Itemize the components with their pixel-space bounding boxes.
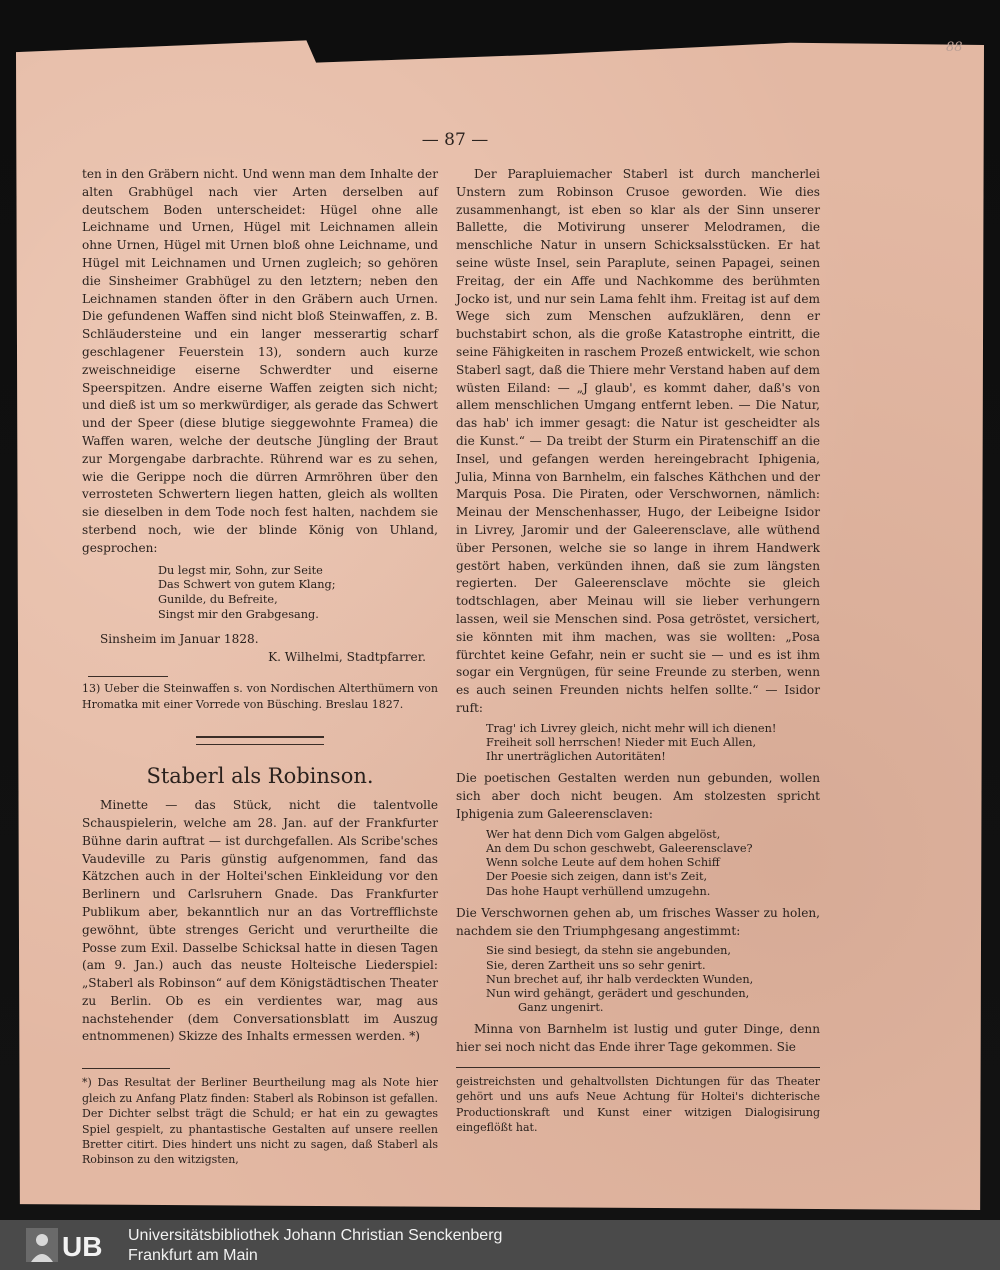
verse-line: Trag' ich Livrey gleich, nicht mehr will ich dienen!	[486, 721, 777, 735]
uhland-verse	[158, 564, 438, 623]
page-number: — 87 —	[421, 130, 489, 150]
author-signature: K. Wilhelmi, Stadtpfarrer.	[268, 649, 426, 664]
verse-line: Singst mir den Grabgesang.	[158, 607, 319, 621]
iphigenia-verse	[486, 828, 820, 899]
ub-logo[interactable]	[26, 1228, 116, 1262]
institution-name: Universitätsbibliothek Johann Christian Senckenberg	[128, 1227, 503, 1244]
footnote-rule	[456, 1067, 820, 1068]
isidor-verse	[486, 722, 820, 765]
verse-line: An dem Du schon geschwebt, Galeerensclave?	[486, 841, 753, 855]
footnote-star: *) Das Resultat der Berliner Beurtheilung mag als Note hier gleich zu Anfang Platz finden: Staberl als Robinson ist gefallen. Der Dichter selbst trägt die Schuld; er hat ein zu gewagtes Spiel gespielt, zu phantastische Gestalten auf unsere reellen Bretter citirt. Dies hindert uns nicht zu sagen, daß Staberl als Robinson zu den witzigsten,	[82, 1076, 438, 1167]
article-title: Staberl als Robinson.	[146, 764, 374, 789]
verse-line: Ihr unerträglichen Autoritäten!	[486, 750, 666, 764]
left-column	[82, 166, 438, 1168]
verse-line: Das Schwert von gutem Klang;	[158, 578, 336, 592]
verse-line: Du legst mir, Sohn, zur Seite	[158, 563, 323, 577]
verse-line: Der Poesie sich zeigen, dann ist's Zeit,	[486, 870, 708, 884]
verse-line: Das hohe Haupt verhüllend umzugehn.	[486, 884, 711, 898]
footnote-13: 13) Ueber die Steinwaffen s. von Nordischen Alterthümern von Hromatka mit einer Vorrede von Büsching. Breslau 1827.	[82, 682, 438, 711]
verse-line: Wer hat denn Dich vom Galgen abgelöst,	[486, 827, 721, 841]
institution-city: Frankfurt am Main	[128, 1247, 258, 1264]
intro-paragraph: ten in den Gräbern nicht. Und wenn man dem Inhalte der alten Grabhügel nach vier Arten derselben auf deutschem Boden unterscheidet: Hügel ohne alle Leichname und Urnen, Hügel mit Leichnamen allein ohne Urnen, Hügel mit Urnen bloß ohne Leichname, und Hügel mit Leichnamen und Urnen zugleich; so gehören die Sinsheimer Grabhügel zu den letztern; neben den Leichnamen standen öfter in den Gräbern auch Urnen. Die gefundenen Waffen sind nicht bloß Steinwaffen, z. B. Schläudersteine und ein langer messerartig scharf geschlagener Feuerstein 13), sondern auch kurze zweischneidige eiserne Schwerdter und eiserne Speerspitzen. Andre eiserne Waffen zeigten sich nicht; und dieß ist um so merkwürdiger, als gerade das Schwert und der Speer (diese blutige sieggewohnte Framea) die Waffen waren, welche der deutsche Jüngling der Braut zur Morgengabe darbrachte. Rührend war es zu sehen, wie die Gerippe noch die dürren Armröhren über den verrosteten Schwertern liegen hatten, gleich als wollten sie dieselben in dem Tode noch fest halten, nachdem sie sterbend noch, wie der blinde König von Uhland, gesprochen:	[82, 167, 438, 555]
place-date: Sinsheim im Januar 1828.	[100, 631, 259, 646]
verse-line: Ganz ungenirt.	[518, 1001, 604, 1015]
footnote-rule	[82, 1068, 170, 1069]
pencil-page-mark: 88	[946, 40, 963, 55]
verse-line: Nun wird gehängt, gerädert und geschunden,	[486, 986, 750, 1000]
footnote-continuation: geistreichsten und gehaltvollsten Dichtungen für das Theater gehört und uns aufs Neue Achtung für Holtei's dichterische Productionskraft und Kunst einer witzigen Dialogisirung eingeflößt hat.	[456, 1074, 820, 1135]
library-footer	[0, 1220, 1000, 1270]
verse-line: Wenn solche Leute auf dem hohen Schiff	[486, 856, 720, 870]
section-divider	[196, 736, 324, 745]
triumph-verse	[486, 944, 820, 1015]
verse-line: Nun brechet auf, ihr halb verdeckten Wunden,	[486, 972, 754, 986]
staberl-paragraph: Der Parapluiemacher Staberl ist durch mancherlei Unstern zum Robinson Crusoe geworden. Wie dies zusammenhangt, ist eben so klar als der Sinn unserer Ballette, die Motivirung unserer Melodramen, die menschliche Natur in unsern Schicksalsstücken. Er hat seine wüste Insel, sein Paraplute, seinen Papagei, seinen Freitag, der ein Affe und Nachkomme des berühmten Jocko ist, und nur sein Lama fehlt ihm. Freitag ist auf dem Wege sich zum Menschen aufzuklären, denn er buchstabirt schon, als die große Katastrophe eintritt, die seine Fähigkeiten in raschem Prozeß entwickelt, wie schon Staberl sagt, daß die Thiere mehr Verstand haben auf dem wüsten Eiland: — „J glaub', es kommt daher, daß's von allem menschlichen Umgang entfernt leben. — Die Natur, das hab' ich immer gesagt: die Natur ist gescheidter als die Kunst.“ — Da treibt der Sturm ein Piratenschiff an die Insel, und gefangen werden hereingebracht Iphigenia, Julia, Minna von Barnhelm, ein falsches Käthchen und der Marquis Posa. Die Piraten, oder Verschwornen, nämlich: Meinau der Menschenhasser, Hugo, der Leibeigne Isidor in Livrey, Jaromir und der Galeerensclave, alle wüthend über Personen, welche sie so lange in ihrem Handwerk gestört haben, verkünden ihnen, daß sie zum längsten regierten. Der Galeerensclave möchte sie gleich todtschlagen, aber Meinau will sie lieber verhungern lassen, weil sie Menschen sind. Posa getröstet, versichert, sie könnten mit ihm machen, was sie wollten: „Posa fürchtet keine Gefahr, nein er sucht sie — und es ist ihm sogar ein Vergnügen, für seine Freunde zu sterben, wenn es auch seinen Freunden nichts helfen sollte.“ — Isidor ruft:	[456, 167, 820, 715]
right-column	[456, 166, 820, 1136]
logo-text: UB	[62, 1231, 103, 1262]
verse-line: Sie sind besiegt, da stehn sie angebunden,	[486, 944, 732, 958]
verse-line: Sie, deren Zartheit uns so sehr genirt.	[486, 958, 706, 972]
iphigenia-paragraph: Die poetischen Gestalten werden nun gebunden, wollen sich aber doch nicht beugen. Am stolzesten spricht Iphigenia zum Galeerensclaven:	[456, 771, 820, 821]
footnote-rule	[88, 676, 168, 677]
verse-line: Freiheit soll herrschen! Nieder mit Euch Allen,	[486, 735, 757, 749]
article-paragraph: Minette — das Stück, nicht die talentvolle Schauspielerin, welche am 28. Jan. auf der Frankfurter Bühne darin auftrat — ist durchgefallen. Als Scribe'sches Vaudeville zu Paris günstig aufgenommen, fand das Kätzchen auch in der Holtei'schen Einkleidung vor den Berlinern und Carlsruhern Gnade. Das Frankfurter Publikum aber, bekanntlich nur an das Vortrefflichste gewöhnt, übte strenges Gericht und verurtheilte die Posse zum Exil. Dasselbe Schicksal hatte in diesen Tagen (am 9. Jan.) auch das neuste Holteische Liederspiel: „Staberl als Robinson“ auf dem Königstädtischen Theater zu Berlin. Ob es ein verdientes war, mag aus nachstehender (dem Conversationsblatt im Auszug entnommenen) Skizze des Inhalts ermessen werden. *)	[82, 798, 438, 1044]
conspirators-paragraph: Die Verschwornen gehen ab, um frisches Wasser zu holen, nachdem sie den Triumphgesang angestimmt:	[456, 905, 820, 938]
minna-paragraph: Minna von Barnhelm ist lustig und guter Dinge, denn hier sei noch nicht das Ende ihrer Tage gekommen. Sie	[456, 1022, 820, 1055]
verse-line: Gunilde, du Befreite,	[158, 593, 278, 607]
